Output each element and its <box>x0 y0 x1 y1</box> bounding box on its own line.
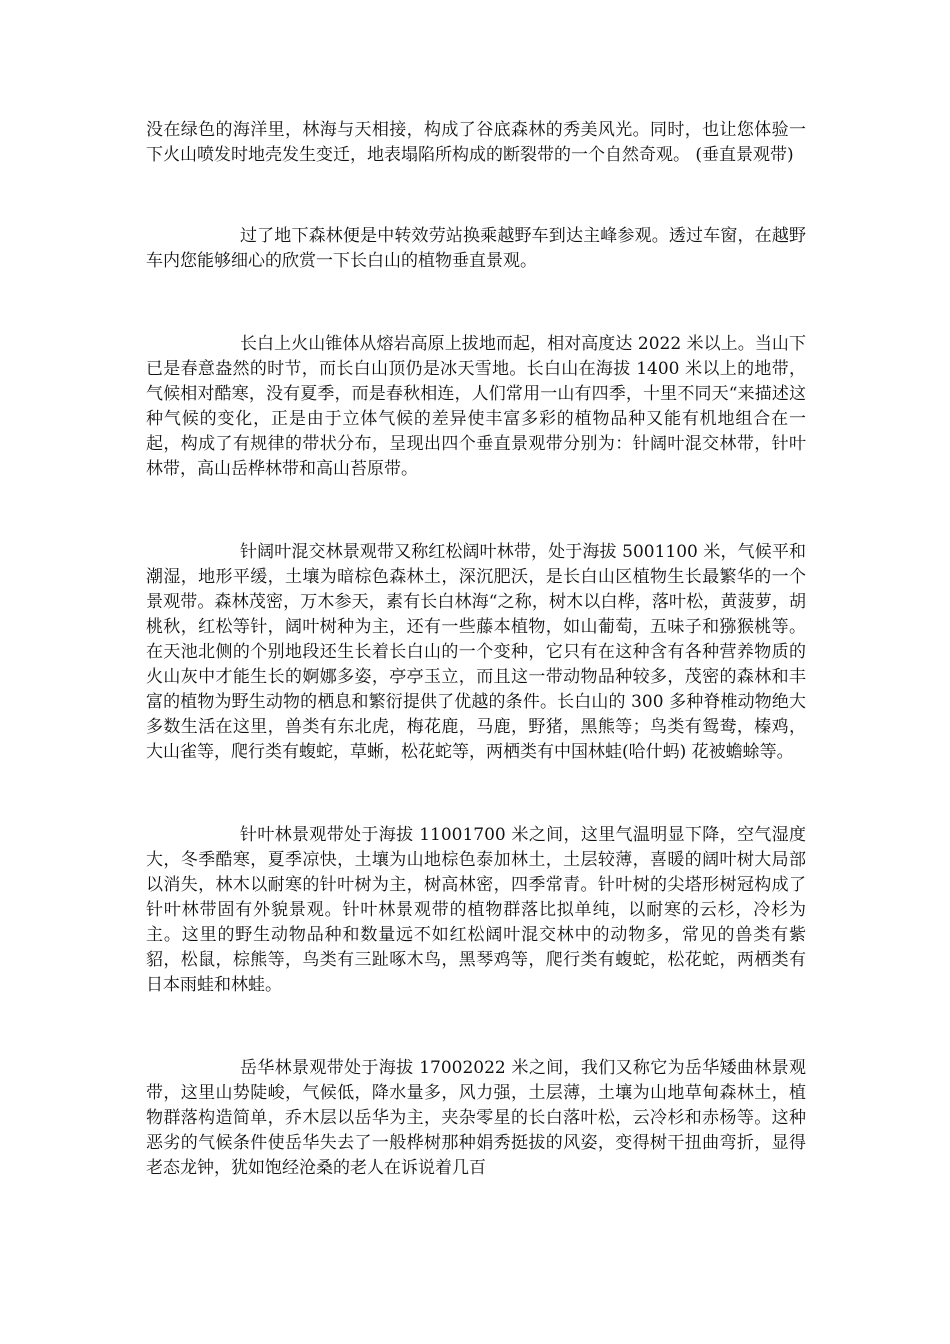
paragraph-coniferous-zone: 针叶林景观带处于海拔 11001700 米之间，这里气温明显下降，空气湿度大，冬季酷寒，夏季凉快，土壤为山地棕色泰加林土，土层较薄，喜暖的阔叶树大局部以消失，林木以耐寒的针叶树为主，树高林密，四季常青。针叶树的尖塔形树冠构成了针叶林带固有外貌景观。针叶林景观带的植物群落比拟单纯，以耐寒的云杉，冷杉为主。这里的野生动物品种和数量远不如红松阔叶混交林中的动物多，常见的兽类有紫貂，松鼠，棕熊等，鸟类有三趾啄木鸟，黑琴鸡等，爬行类有蝮蛇，松花蛇，两栖类有日本雨蛙和林蛙。 <box>146 825 806 995</box>
paragraph-vertical-zones: 长白上火山锥体从熔岩高原上拔地而起，相对高度达 2022 米以上。当山下已是春意盎然的时节，而长白山顶仍是冰天雪地。长白山在海拔 1400 米以上的地带，气候相对酷寒，没有夏季，而是春秋相连，人们常用一山有四季，十里不同天“来描述这种气候的变化，正是由于立体气候的差异使丰富多彩的植物品种又能有机地组合在一起，构成了有规律的带状分布，呈现出四个垂直景观带分别为：针阔叶混交林带，针叶林带，高山岳桦林带和高山苔原带。 <box>146 334 806 479</box>
paragraph-transfer-station: 过了地下森林便是中转效劳站换乘越野车到达主峰参观。透过车窗，在越野车内您能够细心的欣赏一下长白山的植物垂直景观。 <box>146 226 806 271</box>
paragraph-birch-zone: 岳华林景观带处于海拔 17002022 米之间，我们又称它为岳华矮曲林景观带，这里山势陡峻，气候低，降水量多，风力强，土层薄，土壤为山地草甸森林土，植物群落构造简单，乔木层以岳华为主，夹杂零星的长白落叶松，云冷杉和赤杨等。这种恶劣的气候条件使岳华失去了一般桦树那种娟秀挺拔的风姿，变得树干扭曲弯折，显得老态龙钟，犹如饱经沧桑的老人在诉说着几百 <box>146 1058 806 1178</box>
paragraph-mixed-forest-zone: 针阔叶混交林景观带又称红松阔叶林带，处于海拔 5001100 米，气候平和潮湿，地形平缓，土壤为暗棕色森林土，深沉肥沃，是长白山区植物生长最繁华的一个景观带。森林茂密，万木参天，素有长白林海“之称，树木以白桦，落叶松，黄菠萝，胡桃秋，红松等针，阔叶树种为主，还有一些藤本植物，如山葡萄，五味子和猕猴桃等。在天池北侧的个别地段还生长着长白山的一个变种，它只有在这种含有各种营养物质的火山灰中才能生长的婀娜多姿，亭亭玉立，而且这一带动物品种较多，茂密的森林和丰富的植物为野生动物的栖息和繁衍提供了优越的条件。长白山的 300 多种脊椎动物绝大多数生活在这里，兽类有东北虎，梅花鹿，马鹿，野猪，黑熊等；鸟类有鸳鸯，榛鸡，大山雀等，爬行类有蝮蛇，草蜥，松花蛇等，两栖类有中国林蛙(哈什蚂) 花被蟾蜍等。 <box>146 542 806 762</box>
paragraph-continued: 没在绿色的海洋里，林海与天相接，构成了谷底森林的秀美风光。同时，也让您体验一下火山喷发时地壳发生变迁，地表塌陷所构成的断裂带的一个自然奇观。 (垂直景观带) <box>146 120 806 165</box>
document-body <box>146 118 806 1239</box>
